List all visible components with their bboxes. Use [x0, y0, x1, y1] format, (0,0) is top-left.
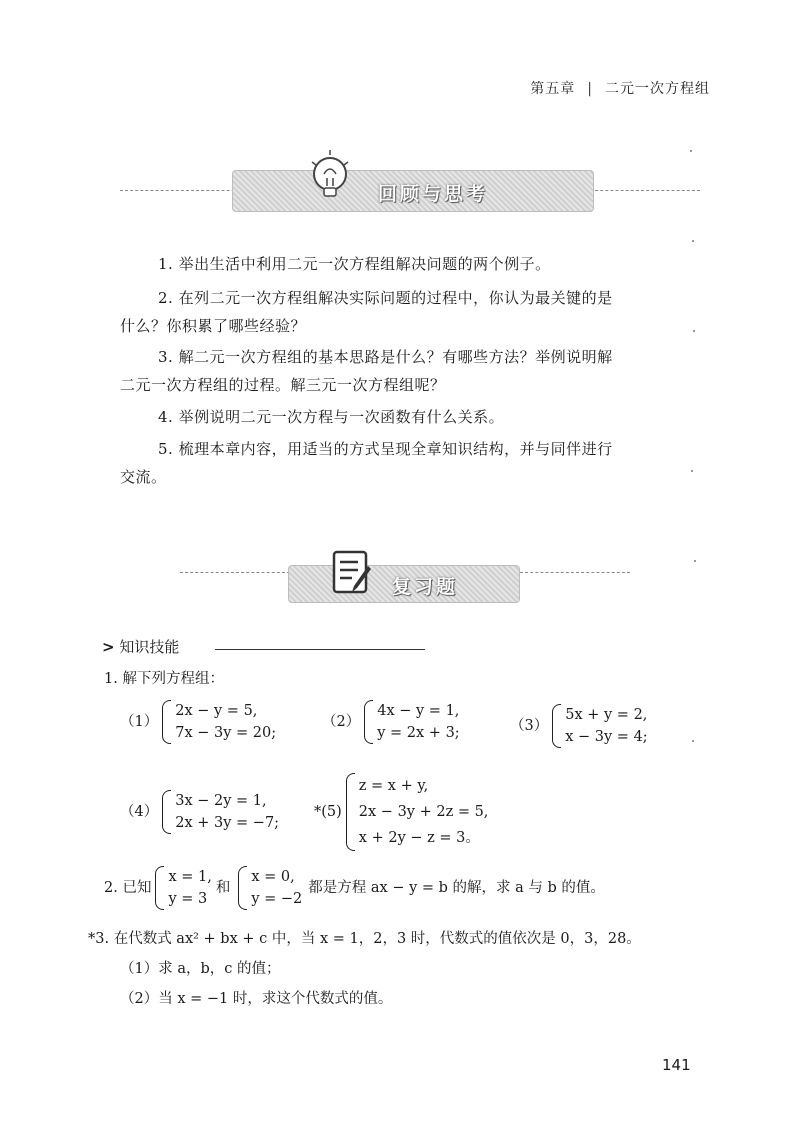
review-item-3: 3. 解二元一次方程组的基本思路是什么？有哪些方法？举例说明解 [158, 348, 613, 366]
scan-dot [694, 560, 696, 562]
equation: x − 3y = 4; [565, 729, 648, 745]
equation: 2x − y = 5, [175, 703, 258, 719]
system-3 [510, 704, 648, 748]
left-brace [364, 700, 373, 744]
section-rule [215, 649, 425, 650]
question-2-and: 和 [215, 880, 231, 896]
question-3-sub-1: （1）求 a，b，c 的值； [120, 961, 281, 977]
system-1-tag: （1） [120, 714, 159, 730]
equation: x = 0, [251, 869, 295, 885]
equation: y = 3 [168, 891, 208, 907]
banner-line-right [590, 190, 700, 191]
banner-line-left [180, 572, 290, 573]
system-4-tag: （4） [120, 804, 159, 820]
review-item-4: 4. 举例说明二元一次方程与一次函数有什么关系。 [158, 408, 505, 426]
equation: y = −2 [251, 891, 303, 907]
question-2 [104, 866, 605, 910]
system-1 [120, 700, 276, 744]
equation: 4x − y = 1, [377, 703, 460, 719]
left-brace [552, 704, 561, 748]
review-item-5: 5. 梳理本章内容，用适当的方式呈现全章知识结构，并与同伴进行 [158, 440, 613, 458]
left-brace [346, 773, 355, 851]
banner-line-right [520, 572, 630, 573]
page-header [530, 78, 710, 98]
question-2-suffix: 都是方程 ax − y = b 的解，求 a 与 b 的值。 [308, 880, 605, 896]
notepad-icon [330, 548, 374, 598]
system-5 [314, 773, 488, 851]
left-brace [155, 866, 164, 910]
exercise-banner-title: 复习题 [392, 576, 459, 598]
system-3-tag: （3） [510, 718, 549, 734]
scan-dot [691, 470, 693, 472]
chapter-title: 二元一次方程组 [605, 81, 710, 97]
section-heading [102, 636, 179, 657]
review-item-1: 1. 举出生活中利用二元一次方程组解决问题的两个例子。 [158, 255, 551, 273]
review-banner-title: 回顾与思考 [378, 183, 489, 205]
system-5-tag: *(5) [314, 804, 342, 820]
lightbulb-icon [308, 148, 352, 208]
scan-dot [692, 240, 694, 242]
equation: 2x − 3y + 2z = 5, [358, 804, 489, 820]
question-1-label: 1. 解下列方程组： [104, 671, 224, 687]
scan-dot [693, 330, 695, 332]
equation: y = 2x + 3; [377, 725, 460, 741]
question-3: *3. 在代数式 ax² + bx + c 中，当 x = 1，2，3 时，代数式的值依次是 0，3，28。 [88, 931, 641, 947]
equation: 3x − 2y = 1, [175, 793, 267, 809]
system-2 [322, 700, 460, 744]
section-heading-label: 知识技能 [119, 638, 180, 656]
scan-dot [690, 150, 692, 152]
left-brace [238, 866, 247, 910]
page-number: 141 [662, 1056, 691, 1074]
equation: 7x − 3y = 20; [175, 725, 277, 741]
chapter-label: 第五章 [530, 81, 576, 97]
system-2-tag: （2） [322, 714, 361, 730]
equation: x + 2y − z = 3。 [358, 830, 480, 846]
chevron-right-icon: > [102, 638, 115, 656]
equation: z = x + y, [358, 778, 429, 794]
system-4 [120, 790, 279, 834]
review-item-3-cont: 二元一次方程组的过程。解三元一次方程组呢？ [120, 376, 446, 394]
equation: 5x + y = 2, [565, 707, 648, 723]
left-brace [162, 700, 171, 744]
header-separator: | [587, 81, 593, 97]
scan-dot [692, 740, 694, 742]
review-item-5-cont: 交流。 [120, 468, 167, 486]
question-2-prefix: 2. 已知 [104, 880, 152, 896]
review-item-2: 2. 在列二元一次方程组解决实际问题的过程中，你认为最关键的是 [158, 289, 613, 307]
left-brace [162, 790, 171, 834]
review-item-2-cont: 什么？你积累了哪些经验？ [120, 317, 307, 335]
question-3-sub-2: （2）当 x = −1 时，求这个代数式的值。 [120, 991, 393, 1007]
equation: 2x + 3y = −7; [175, 815, 280, 831]
equation: x = 1, [168, 869, 212, 885]
